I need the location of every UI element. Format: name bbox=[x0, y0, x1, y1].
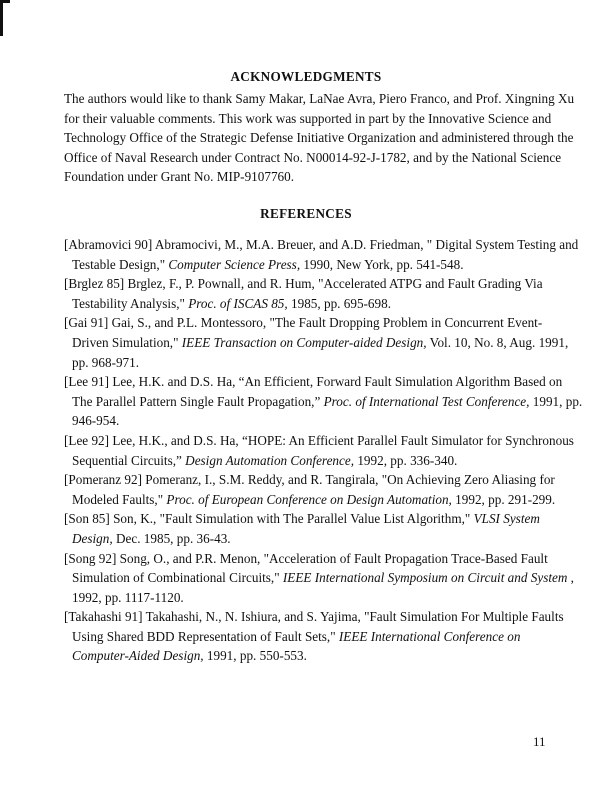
reference-line bbox=[64, 627, 594, 647]
reference-line bbox=[64, 529, 594, 549]
reference-text: [Lee 92] Lee, H.K., and D.S. Ha, “HOPE: An Efficient Parallel Fault Simulator for Synchronous bbox=[64, 432, 574, 448]
reference-entry bbox=[64, 470, 594, 509]
reference-line bbox=[64, 255, 594, 275]
reference-line bbox=[64, 646, 594, 666]
reference-text: Modeled Faults," bbox=[72, 491, 167, 507]
reference-line bbox=[64, 353, 594, 373]
reference-entry bbox=[64, 313, 594, 372]
acknowledgments-heading: ACKNOWLEDGMENTS bbox=[230, 69, 382, 84]
reference-text: Driven Simulation," bbox=[72, 334, 182, 350]
reference-text: [Pomeranz 92] Pomeranz, I., S.M. Reddy, and R. Tangirala, "On Achieving Zero Aliasing for bbox=[64, 472, 555, 488]
reference-line bbox=[64, 490, 594, 510]
reference-text: 1991, pp. bbox=[529, 393, 583, 409]
reference-text: Using Shared BDD Representation of Fault Sets," bbox=[72, 628, 339, 644]
reference-text: [Lee 91] Lee, H.K. and D.S. Ha, “An Efficient, Forward Fault Simulation Algorithm Based on bbox=[64, 374, 563, 390]
reference-text: Dec. 1985, pp. 36-43. bbox=[112, 530, 231, 546]
reference-text: 1992, pp. 291-299. bbox=[451, 491, 556, 507]
reference-line bbox=[64, 431, 594, 451]
reference-text: 1991, pp. 550-553. bbox=[203, 648, 307, 664]
reference-text: Testable Design," bbox=[72, 256, 169, 272]
reference-line bbox=[64, 333, 594, 353]
reference-line bbox=[64, 411, 594, 431]
reference-text: Sequential Circuits,” bbox=[72, 452, 186, 468]
reference-entry bbox=[64, 235, 594, 274]
reference-line bbox=[64, 568, 594, 588]
reference-entry bbox=[64, 431, 594, 470]
scan-edge-mark bbox=[0, 0, 10, 3]
acknowledgments-body bbox=[64, 89, 584, 187]
references-list bbox=[64, 235, 594, 666]
acknowledgment-line: The authors would like to thank Samy Makar, LaNae Avra, Piero Franco, and Prof. Xingning Xu bbox=[64, 91, 575, 106]
scan-edge-mark bbox=[0, 0, 3, 36]
reference-line bbox=[64, 294, 594, 314]
reference-line bbox=[64, 607, 594, 627]
reference-venue: Design Automation Conference, bbox=[185, 452, 355, 468]
reference-text: Vol. 10, No. 8, Aug. 1991, bbox=[426, 334, 569, 350]
reference-line bbox=[64, 509, 594, 529]
reference-venue: IEEE Transaction on Computer-aided Design, bbox=[181, 334, 427, 350]
reference-entry bbox=[64, 372, 594, 431]
reference-line bbox=[64, 274, 594, 294]
reference-venue: Proc. of International Test Conference, bbox=[323, 393, 530, 409]
reference-text: 1985, pp. 695-698. bbox=[287, 295, 392, 311]
reference-text: [Song 92] Song, O., and P.R. Menon, "Acceleration of Fault Propagation Trace-Based Fault bbox=[64, 550, 548, 566]
reference-line bbox=[64, 313, 594, 333]
references-heading: REFERENCES bbox=[260, 206, 352, 221]
reference-venue: VLSI System bbox=[473, 511, 540, 527]
reference-venue: Computer Science Press, bbox=[168, 256, 301, 272]
reference-text: 1992, pp. 336-340. bbox=[354, 452, 458, 468]
reference-text: [Son 85] Son, K., "Fault Simulation with The Parallel Value List Algorithm," bbox=[64, 511, 474, 527]
reference-line bbox=[64, 549, 594, 569]
reference-text: , bbox=[567, 570, 574, 586]
acknowledgment-line: Foundation under Grant No. MIP-9107760. bbox=[64, 169, 295, 185]
reference-venue: Proc. of European Conference on Design Automation, bbox=[166, 491, 452, 507]
reference-text: Testability Analysis," bbox=[72, 295, 189, 311]
reference-venue: Design, bbox=[72, 530, 113, 546]
reference-line bbox=[64, 392, 594, 412]
page-number: 11 bbox=[533, 734, 546, 749]
reference-text: [Takahashi 91] Takahashi, N., N. Ishiura, and S. Yajima, "Fault Simulation For Multiple Faults bbox=[64, 609, 564, 625]
reference-text: 1992, pp. 1117-1120. bbox=[72, 589, 184, 605]
reference-text: [Abramovici 90] Abramocivi, M., M.A. Breuer, and A.D. Friedman, " Digital System Testing and bbox=[64, 237, 579, 252]
reference-entry bbox=[64, 607, 594, 666]
reference-venue: Computer-Aided Design, bbox=[72, 648, 204, 664]
reference-text: 946-954. bbox=[72, 413, 120, 429]
reference-line bbox=[64, 451, 594, 471]
acknowledgment-line: Technology Office of the Strategic Defense Initiative Organization and administered through the bbox=[64, 130, 574, 146]
reference-line bbox=[64, 372, 594, 392]
reference-text: [Brglez 85] Brglez, F., P. Pownall, and R. Hum, "Accelerated ATPG and Fault Grading Via bbox=[64, 276, 543, 292]
reference-text: [Gai 91] Gai, S., and P.L. Montessoro, "The Fault Dropping Problem in Concurrent Event- bbox=[64, 315, 543, 331]
reference-entry bbox=[64, 274, 594, 313]
reference-entry bbox=[64, 549, 594, 608]
reference-venue: IEEE International Symposium on Circuit and System bbox=[282, 570, 568, 586]
reference-line bbox=[64, 470, 594, 490]
reference-line bbox=[64, 235, 594, 255]
reference-text: Simulation of Combinational Circuits," bbox=[72, 570, 283, 586]
reference-text: 1990, New York, pp. 541-548. bbox=[300, 256, 464, 272]
reference-entry bbox=[64, 509, 594, 548]
reference-venue: IEEE International Conference on bbox=[338, 628, 521, 644]
acknowledgment-line: Office of Naval Research under Contract No. N00014-92-J-1782, and by the National Science bbox=[64, 149, 562, 165]
reference-line bbox=[64, 588, 594, 608]
reference-text: pp. 968-971. bbox=[72, 354, 140, 370]
reference-venue: Proc. of ISCAS 85, bbox=[188, 295, 288, 311]
acknowledgment-line: for their valuable comments. This work was supported in part by the Innovative Science and bbox=[64, 110, 552, 126]
reference-text: The Parallel Pattern Single Fault Propagation,” bbox=[72, 393, 324, 409]
